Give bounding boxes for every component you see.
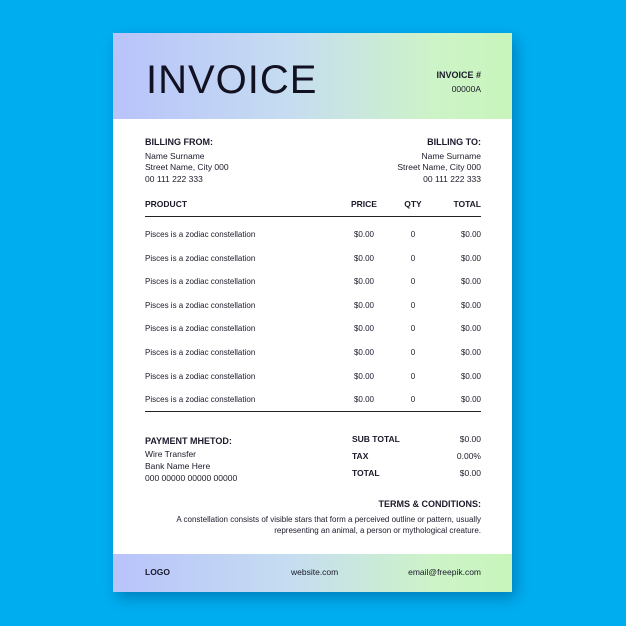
- row-total: $0.00: [460, 395, 481, 405]
- payment-method-name: Wire Transfer: [145, 449, 197, 459]
- table-row: [145, 335, 481, 359]
- total-label: TOTAL: [352, 468, 380, 478]
- row-qty: 0: [410, 277, 416, 287]
- invoice-title: INVOICE: [146, 58, 318, 102]
- row-product: Pisces is a zodiac constellation: [145, 300, 256, 310]
- row-price: $0.00: [353, 277, 375, 287]
- header-total: TOTAL: [453, 199, 481, 209]
- row-qty: 0: [410, 300, 416, 310]
- billing-from-heading: BILLING FROM:: [145, 137, 213, 147]
- invoice-sheet: [113, 33, 512, 592]
- payment-heading: PAYMENT MHETOD:: [145, 436, 232, 446]
- table-row: [145, 311, 481, 335]
- tax-value: 0.00%: [456, 451, 481, 461]
- row-qty: 0: [410, 253, 416, 263]
- row-price: $0.00: [353, 371, 375, 381]
- header-price: PRICE: [351, 199, 377, 209]
- table-header: [145, 199, 481, 217]
- table-row: [145, 382, 481, 406]
- billing-to-name: Name Surname: [421, 150, 481, 161]
- row-total: $0.00: [460, 324, 481, 334]
- row-product: Pisces is a zodiac constellation: [145, 371, 256, 381]
- row-qty: 0: [410, 230, 416, 239]
- invoice-number-label: INVOICE #: [436, 70, 481, 80]
- header-product: PRODUCT: [145, 199, 188, 209]
- payment-method: [145, 435, 237, 484]
- billing-from-name: Name Surname: [145, 150, 205, 161]
- row-price: $0.00: [353, 300, 375, 310]
- table-row: [145, 217, 481, 241]
- billing-to-phone: 00 111 222 333: [423, 173, 481, 184]
- billing-from-phone: 00 111 222 333: [145, 173, 203, 184]
- tax-line: [352, 451, 481, 468]
- payment-account: 000 00000 00000 00000: [145, 473, 238, 483]
- subtotal-line: [352, 434, 481, 451]
- table-row: [145, 359, 481, 383]
- row-qty: 0: [410, 347, 416, 357]
- billing-to-street: Street Name, City 000: [397, 162, 481, 172]
- row-price: $0.00: [353, 230, 375, 239]
- row-product: Pisces is a zodiac constellation: [145, 230, 256, 239]
- table-row: [145, 288, 481, 312]
- invoice-number: 00000A: [451, 84, 481, 94]
- row-product: Pisces is a zodiac constellation: [145, 324, 256, 334]
- footer-logo: LOGO: [145, 567, 171, 577]
- table-bottom-rule: [145, 411, 481, 412]
- row-product: Pisces is a zodiac constellation: [145, 253, 256, 263]
- row-product: Pisces is a zodiac constellation: [145, 277, 256, 287]
- total-value: $0.00: [459, 468, 481, 478]
- row-total: $0.00: [460, 300, 481, 310]
- row-price: $0.00: [353, 324, 375, 334]
- footer-website: website.com: [291, 567, 339, 577]
- row-total: $0.00: [460, 371, 481, 381]
- billing-from-street: Street Name, City 000: [145, 162, 229, 172]
- row-total: $0.00: [460, 230, 481, 239]
- table-row: [145, 264, 481, 288]
- row-price: $0.00: [353, 253, 375, 263]
- billing-to-heading: BILLING TO:: [427, 137, 481, 147]
- terms-heading: TERMS & CONDITIONS:: [378, 499, 481, 509]
- subtotal-label: SUB TOTAL: [352, 434, 400, 444]
- tax-label: TAX: [352, 451, 369, 461]
- row-price: $0.00: [353, 395, 375, 405]
- terms-text: A constellation consists of visible stars that form a perceived outline or pattern, usually representing an animal, a person or mythological creature.: [176, 515, 481, 535]
- row-product: Pisces is a zodiac constellation: [145, 395, 256, 405]
- items-table: [145, 199, 481, 412]
- billing-from: [145, 137, 229, 185]
- footer-email: email@freepik.com: [408, 567, 481, 577]
- table-row: [145, 241, 481, 265]
- row-total: $0.00: [460, 253, 481, 263]
- billing-to: [397, 137, 481, 185]
- subtotal-value: $0.00: [459, 434, 481, 444]
- total-line: [352, 468, 481, 485]
- header-qty: QTY: [404, 199, 422, 209]
- row-qty: 0: [410, 371, 416, 381]
- row-qty: 0: [410, 324, 416, 334]
- row-product: Pisces is a zodiac constellation: [145, 347, 256, 357]
- row-total: $0.00: [460, 277, 481, 287]
- row-qty: 0: [410, 395, 416, 405]
- row-total: $0.00: [460, 347, 481, 357]
- row-price: $0.00: [353, 347, 375, 357]
- summary: [352, 434, 481, 485]
- payment-bank: Bank Name Here: [145, 461, 211, 471]
